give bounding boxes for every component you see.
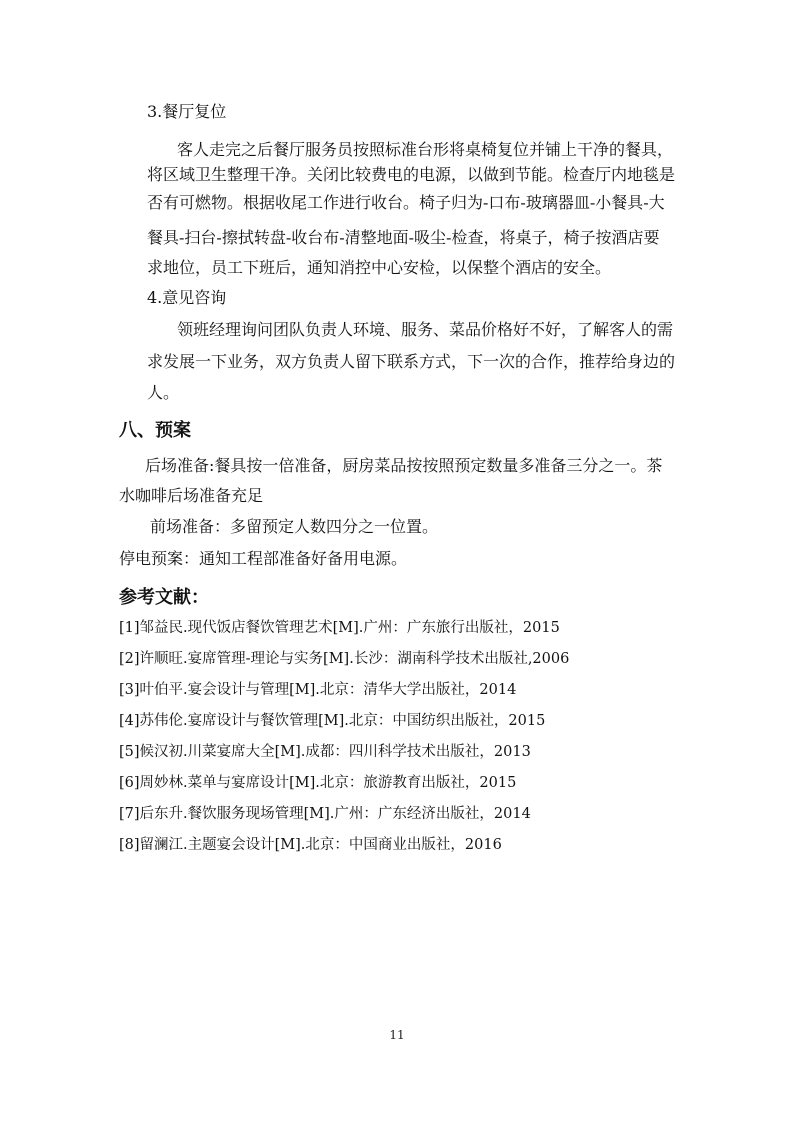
paragraph-line: 人。 [147, 383, 180, 402]
reference-item: [5]候汉初.川菜宴席大全[M].成都：四川科学技术出版社，2013 [119, 744, 531, 760]
section-3-heading: 3.餐厅复位 [147, 102, 227, 121]
reference-item: [1]邹益民.现代饭店餐饮管理艺术[M].广州：广东旅行出版社，2015 [119, 620, 560, 636]
reference-item: [6]周妙林.菜单与宴席设计[M].北京：旅游教育出版社，2015 [119, 775, 517, 791]
paragraph-line: 将区域卫生整理干净。关闭比较费电的电源，以做到节能。检查厅内地毯是 [147, 165, 676, 184]
page-number: 11 [389, 1028, 405, 1042]
paragraph-line: 水咖啡后场准备充足 [119, 486, 264, 505]
reference-item: [8]留澜江.主题宴会设计[M].北京：中国商业出版社，2016 [119, 837, 502, 853]
paragraph-line: 求发展一下业务，双方负责人留下联系方式，下一次的合作，推荐给身边的 [147, 352, 676, 371]
section-4-heading: 4.意见咨询 [147, 288, 227, 307]
reference-item: [7]后东升.餐饮服务现场管理[M].广州：广东经济出版社，2014 [119, 806, 531, 822]
paragraph-line: 前场准备：多留预定人数四分之一位置。 [150, 517, 439, 536]
reference-item: [2]许顺旺.宴席管理-理论与实务[M].长沙：湖南科学技术出版社,2006 [119, 651, 570, 667]
paragraph-line: 后场准备:餐具按一倍准备，厨房菜品按按照预定数量多准备三分之一。茶 [145, 456, 663, 475]
reference-item: [3]叶伯平.宴会设计与管理[M].北京：清华大学出版社，2014 [119, 682, 517, 698]
paragraph-line: 停电预案：通知工程部准备好备用电源。 [119, 549, 408, 568]
paragraph-line: 否有可燃物。根据收尾工作进行收台。椅子归为-口布-玻璃器皿-小餐具-大 [147, 193, 665, 212]
paragraph-line: 餐具-扫台-擦拭转盘-收台布-清整地面-吸尘-检查，将桌子，椅子按酒店要 [147, 228, 660, 247]
reference-item: [4]苏伟伦.宴席设计与餐饮管理[M].北京：中国纺织出版社，2015 [119, 713, 546, 729]
section-8-heading: 八、预案 [119, 420, 191, 441]
paragraph-line: 求地位，员工下班后，通知消控中心安检，以保整个酒店的安全。 [147, 258, 612, 277]
references-heading: 参考文献： [119, 587, 209, 608]
paragraph-line: 领班经理询问团队负责人环境、服务、菜品价格好不好，了解客人的需 [177, 320, 674, 339]
paragraph-line: 客人走完之后餐厅服务员按照标准台形将桌椅复位并铺上干净的餐具， [177, 140, 674, 159]
